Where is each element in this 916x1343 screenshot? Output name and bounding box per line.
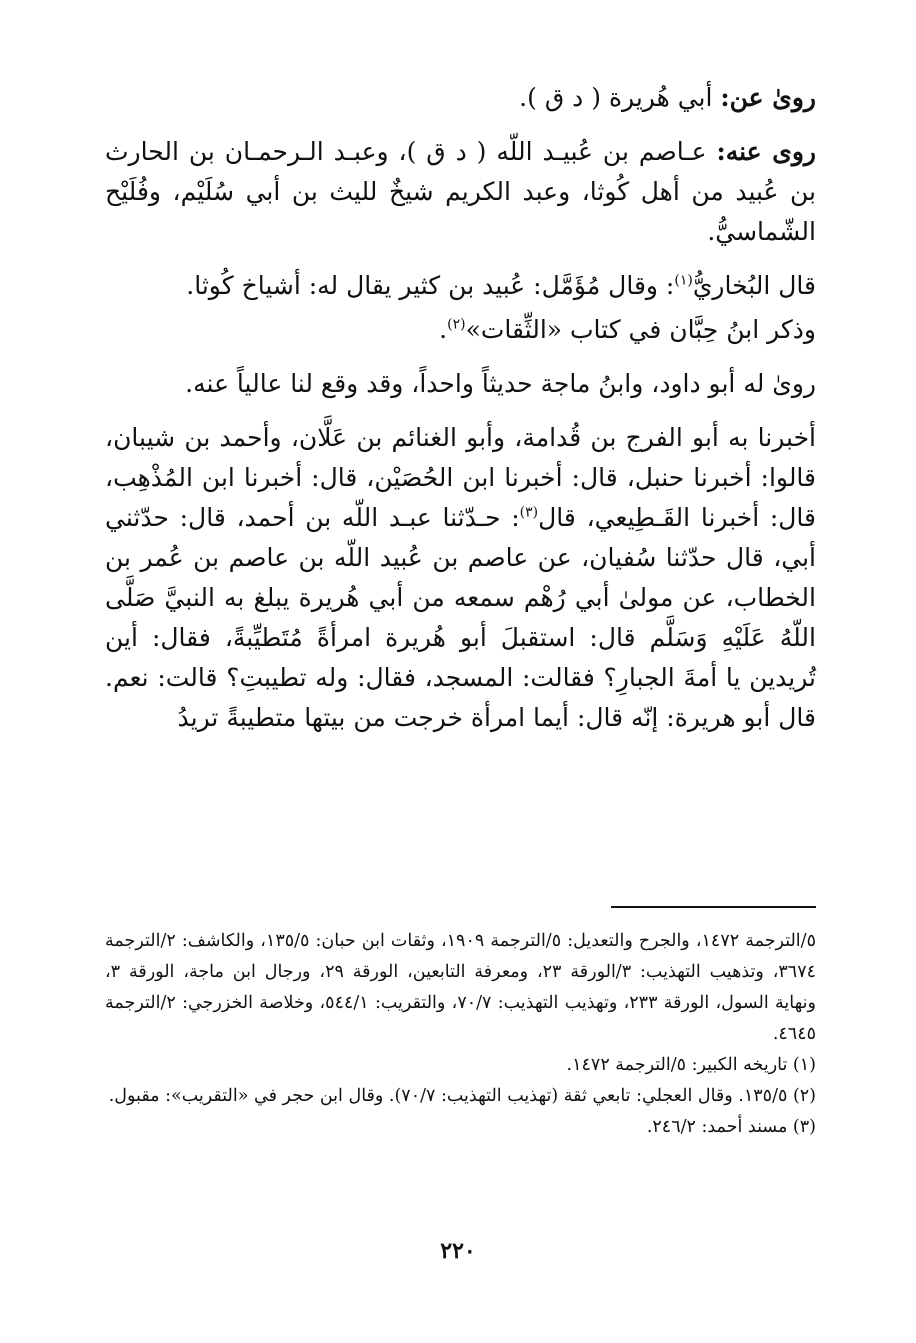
ibn-hibban-paragraph bbox=[105, 310, 816, 350]
page-number: ٢٢٠ bbox=[440, 1238, 476, 1264]
footnote-3: (٣) مسند أحمد: ٢٤٦/٢. bbox=[646, 1117, 816, 1137]
ibn-hibban-rest: . bbox=[439, 315, 448, 344]
hadith-part2: : حـدّثنا عبـد اللّه بن أحمد، قال: حدّثني أبي، قال حدّثنا سُفيان، عن عاصم بن عُبيد اللّه بن عاصم بن عُمر بن الخطاب، عن مولىٰ أبي رُهْم سمعه من أبي هُريرة يبلغ به النبيَّ صَلَّى اللّهُ عَلَيْهِ وَسَلَّم قال: استقبلَ أبو هُريرة امرأةً مُتَطيِّبةً، فقال: أين تُريدين يا أمةَ الجبارِ؟ فقالت: المسجد، فقال: وله تطيبتِ؟ قالت: نعم. قال أبو هريرة: إنّه قال: أيما امرأة خرجت من بيتها متطيبةً تريدُ bbox=[105, 503, 816, 732]
bukhari-text: قال البُخاريُّ bbox=[692, 271, 816, 300]
narrated-by-paragraph bbox=[105, 132, 816, 252]
narrated-from-paragraph bbox=[105, 78, 816, 118]
bukhari-rest: : وقال مُؤَمَّل: عُبيد بن كثير يقال له: أشياخ كُوثا. bbox=[186, 271, 675, 300]
narrated-for-paragraph: روىٰ له أبو داود، وابنُ ماجة حديثاً واحداً، وقد وقع لنا عالياً عنه. bbox=[185, 369, 816, 398]
hadith-paragraph bbox=[105, 418, 816, 738]
footnote-ref-3[interactable]: (٣) bbox=[519, 504, 539, 521]
footnote-2: (٢) ١٣٥/٥. وقال العجلي: تابعي ثقة (تهذيب التهذيب: ٧٠/٧). وقال ابن حجر في «التقريب»: مقبول. bbox=[108, 1086, 816, 1106]
narrated-from-text: أبي هُريرة ( د ق ). bbox=[519, 83, 721, 112]
main-text bbox=[105, 78, 816, 878]
ibn-hibban-text: وذكر ابنُ حِبَّان في كتاب «الثِّقات» bbox=[465, 315, 816, 344]
footnote-continuation: ٥/الترجمة ١٤٧٢، والجرح والتعديل: ٥/الترجمة ١٩٠٩، وثقات ابن حبان: ١٣٥/٥، والكاشف: ٢/الترجمة ٣٦٧٤، وتذهيب التهذيب: ٣/الورقة ٢٣، ومعرفة التابعين، الورقة ٢٩، ورجال ابن ماجة، الورقة ٣، ونهاية السول، الورقة ٢٣٣، وتهذيب التهذيب: ٧٠/٧، والتقريب: ٥٤٤/١، وخلاصة الخزرجي: ٢/الترجمة ٤٦٤٥. bbox=[105, 931, 816, 1044]
footnote-ref-2[interactable]: (٢) bbox=[447, 316, 466, 333]
narrated-by-label: روى عنه: bbox=[716, 137, 816, 166]
hadith-part1: أخبرنا به أبو الفرج بن قُدامة، وأبو الغنائم بن عَلَّان، وأحمد بن شيبان، قالوا: أخبرنا حنبل، قال: أخبرنا ابن الحُصَيْن، قال: أخبرنا ابن المُذْهِب، قال: أخبرنا القَـطِيعي، قال bbox=[105, 423, 817, 532]
narrated-from-label: روىٰ عن: bbox=[720, 83, 816, 112]
footnote-1: (١) تاريخه الكبير: ٥/الترجمة ١٤٧٢. bbox=[566, 1055, 816, 1075]
bukhari-paragraph bbox=[105, 266, 816, 306]
narrated-by-text: عـاصم بن عُبيـد اللّه ( د ق )، وعبـد الـرحمـان بن الحارث بن عُبيد من أهل كُوثا، وعبد الكريم شيخٌ لليث بن أبي سُلَيْم، وفُلَيْح الشّماسيُّ. bbox=[105, 137, 816, 246]
footnotes bbox=[105, 926, 816, 1143]
footnote-divider bbox=[611, 906, 816, 908]
footnote-ref-1[interactable]: (١) bbox=[674, 272, 693, 289]
